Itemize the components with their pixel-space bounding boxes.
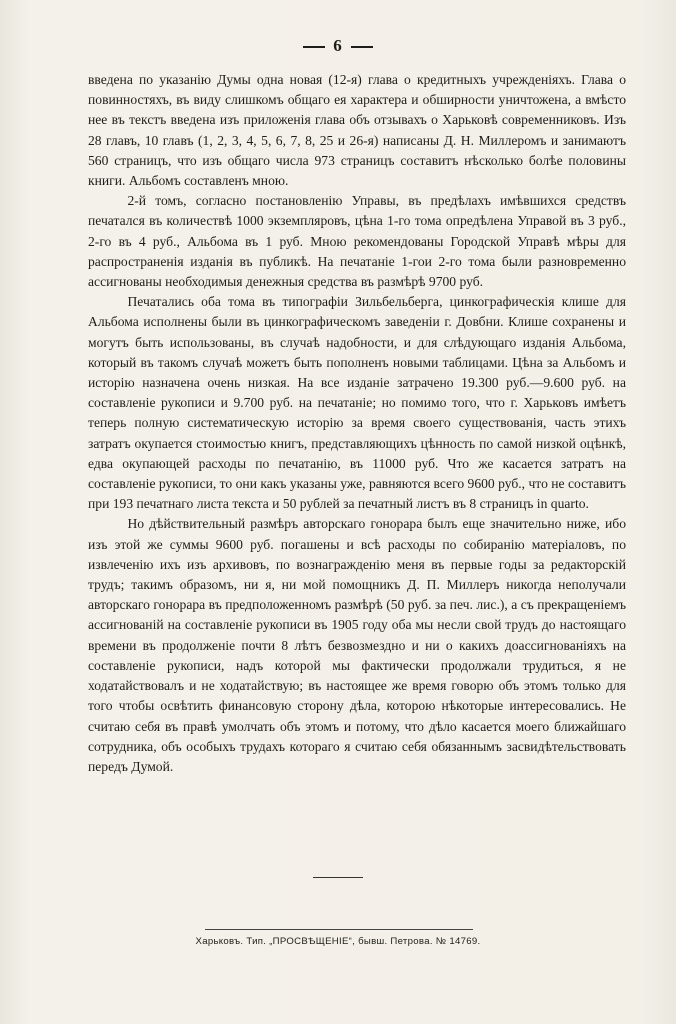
printer-imprint: Харьковъ. Тип. „ПРОСВѢЩЕНІЕ“, бывш. Петрова. № 14769. xyxy=(195,936,481,947)
page-number: 6 xyxy=(333,36,343,55)
end-rule xyxy=(313,877,363,878)
paragraph-4: Но дѣйствительный размѣръ авторскаго гонорара былъ еще значительно ниже, ибо изъ этой же суммы 9600 руб. погашены и всѣ расходы по собиранію матеріаловъ, по извлеченію ихъ изъ архивовъ, по вознагражденію меня въ первые годы за редакторскій трудъ; такимъ образомъ, ни я, ни мой помощникъ Д. П. Миллеръ никогда неполучали авторскаго гонорара въ предположенномъ размѣрѣ (50 руб. за печ. лис.), а съ прекращеніемъ ассигнованій на составленіе рукописи въ 1905 году оба мы несли свой трудъ до настоящаго времени въ продолженіе почти 8 лѣтъ безвозмездно и ни о какихъ доассигнованіяхъ на составленіе рукописи, надъ которой мы фактически продолжали трудиться, я не ходатайствовалъ и не ходатайствую; въ настоящее же время говорю объ этомъ только для того чтобы освѣтить финансовую сторону дѣла, которою нѣкоторые интересовались. Не считаю себя въ правѣ умолчать объ этомъ и потому, что дѣло касается моего ближайшаго сотрудника, объ особыхъ трудахъ котораго я считаю себя обязаннымъ засвидѣтельствовать передъ Думой. xyxy=(88,516,626,774)
header-dash-right xyxy=(351,46,373,48)
header-dash-left xyxy=(303,46,325,48)
body-text xyxy=(88,70,626,777)
paragraph-2: 2-й томъ, согласно постановленію Управы, въ предѣлахъ имѣвшихся средствъ печатался въ количествѣ 1000 экземпляровъ, цѣна 1-го тома опредѣлена Управой въ 3 руб., 2-го въ 4 руб., Альбома въ 1 руб. Мною рекомендованы Городской Управѣ мѣры для распространенія изданія въ публикѣ. На печатаніе 1-гои 2-го тома были разновременно ассигнованы необходимыя денежныя средства въ размѣрѣ 9700 руб. xyxy=(88,193,626,290)
page-header xyxy=(0,36,676,56)
paragraph-3: Печатались оба тома въ типографіи Зильбельберга, цинкографическія клише для Альбома исполнены были въ цинкографическомъ заведеніи г. Довбни. Клише сохранены и могутъ быть использованы, въ случаѣ надобности, и для слѣдующаго изданія Альбома, который въ такомъ случаѣ можетъ быть пополненъ новыми таблицами. Цѣна за Альбомъ и исторію назначена очень низкая. На все изданіе затрачено 19.300 руб.—9.600 руб. на составленіе рукописи и 9.700 руб. на печатаніе; но помимо того, что г. Харьковъ имѣетъ теперь полную систематическую исторію за время своего существованія, часть этихъ затратъ окупается стоимостью книгъ, представляющихъ цѣнность по самой низкой оцѣнкѣ, едва окупающей расходы по печатанію, въ 11000 руб. Что же касается затратъ на составленіе рукописи, то они какъ указаны уже, равняются всего 9600 руб., что не составитъ при 193 печатнаго листа текста и 50 рублей за печатный листъ въ 8 страницъ in quarto. xyxy=(88,294,626,512)
paragraph-1: введена по указанію Думы одна новая (12-я) глава о кредитныхъ учрежденіяхъ. Глава о повинностяхъ, въ виду слишкомъ общаго ея характера и обширности уничтожена, а вмѣсто нее въ текстъ введена изъ приложенія глава объ отзывахъ о Харьковѣ современниковъ. Изъ 28 главъ, 10 главъ (1, 2, 3, 4, 5, 6, 7, 8, 25 и 26-я) написаны Д. Н. Миллеромъ и занимаютъ 560 страницъ, что изъ общаго числа 973 страницъ составитъ нѣсколько болѣе половины книги. Альбомъ составленъ мною. xyxy=(88,72,626,189)
imprint-rule xyxy=(205,929,473,930)
